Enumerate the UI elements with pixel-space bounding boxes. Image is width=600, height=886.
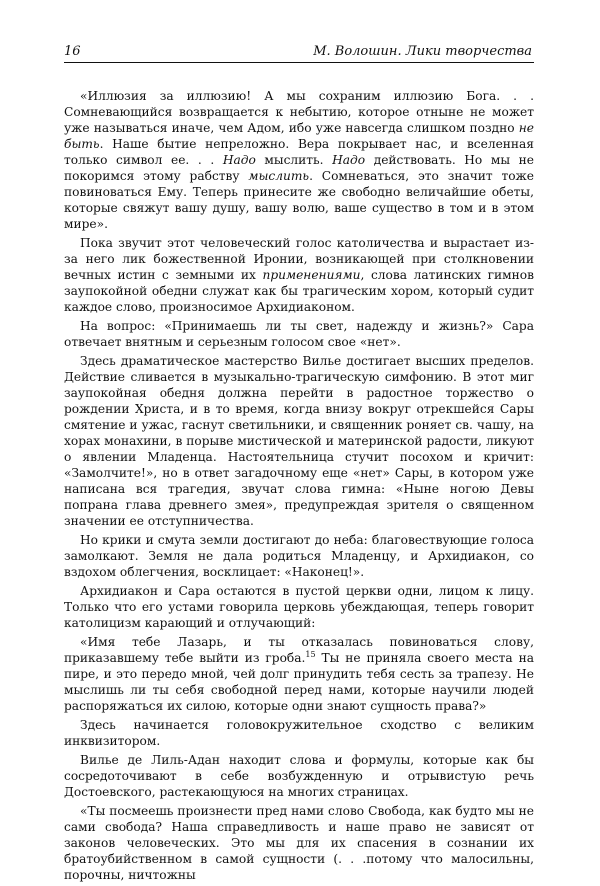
emphasis-text: Надо	[222, 153, 256, 167]
emphasis-text: не быть	[64, 121, 534, 151]
paragraph	[64, 88, 534, 232]
paragraph	[64, 803, 534, 883]
text-run: мыслить.	[255, 153, 333, 167]
running-header	[64, 44, 534, 63]
text-run: . Наше бытие непреложно. Вера покрывает нас, и вселенная только символ ее. . .	[64, 137, 534, 167]
running-title: М. Волошин. Лики творчества	[313, 44, 532, 59]
text-run: . Сомневаться, это значит тоже повиноваться Ему. Теперь принесите же свободно величайшие обеты, которые свяжут вашу душу, вашу волю, ваше существо в том и в этом мире».	[64, 169, 534, 231]
body-text	[64, 88, 534, 883]
emphasis-text: мыслить	[248, 169, 310, 183]
text-run: Вилье де Лиль-Адан находит слова и формулы, которые как бы сосредоточивают в себе возбужденную и отрывистую речь Достоевского, растекающуюся на многих страницах.	[64, 753, 534, 799]
paragraph	[64, 353, 534, 529]
emphasis-text: Надо	[332, 153, 366, 167]
paragraph	[64, 752, 534, 800]
paragraph	[64, 634, 534, 714]
text-run: «Иллюзия за иллюзию! А мы сохраним иллюзию Бога. . . Сомневающийся возвращается к небытию, которое отныне не может уже называться иначе, чем Адом, ибо уже навсегда слишком поздно	[64, 89, 534, 135]
text-run: Пока звучит этот человеческий голос католичества и вырастает из-за него лик божественной Иронии, возникающей при столкновении вечных истин с земными их	[64, 236, 534, 282]
paragraph	[64, 583, 534, 631]
text-run: Здесь драматическое мастерство Вилье достигает высших пределов. Действие сливается в музыкально-трагическую симфонию. В этот миг заупокойная обедня должна перейти в радостное торжество о рождении Христа, и в то время, когда внизу вокруг отрекшейся Сары смятение и ужас, гаснут светильники, и священник роняет св. чашу, на хорах монахини, в порыве мистической и материнской радости, ликуют о явлении Младенца. Настоятельница стучит посохом и кричит: «Замолчите!», но в ответ загадочному еще «нет» Сары, в котором уже написана вся трагедия, звучат слова гимна: «Ныне ногою Девы попрана глава древнего змея», предупреждая зрителя о священном значении ее отступничества.	[64, 354, 534, 528]
text-run: «Ты посмеешь произнести пред нами слово Свобода, как будто мы не сами свобода? Наша справедливость и наше право не зависят от законов человеческих. Это мы для их спасения в сознании их братоубийственном в самой сущности (. . .потому что малосильны, порочны, ничтожны	[64, 804, 534, 882]
paragraph	[64, 235, 534, 315]
text-run: действовать. Но мы не покоримся этому рабству	[64, 153, 534, 183]
paragraph	[64, 532, 534, 580]
emphasis-text: применениями	[262, 268, 361, 282]
text-run: Здесь начинается головокружительное сходство с великим инквизитором.	[64, 718, 534, 748]
paragraph	[64, 717, 534, 749]
page-number: 16	[64, 44, 81, 59]
text-run: Архидиакон и Сара остаются в пустой церкви одни, лицом к лицу. Только что его устами говорила церковь убеждающая, теперь говорит католицизм карающий и отлучающий:	[64, 584, 534, 630]
text-run: Но крики и смута земли достигают до неба: благовествующие голоса замолкают. Земля не дала родиться Младенцу, и Архидиакон, со вздохом облегчения, восклицает: «Наконец!».	[64, 533, 534, 579]
text-run: , слова латинских гимнов заупокойной обедни служат как бы трагическим хором, который судит каждое слово, произносимое Архидиаконом.	[64, 268, 534, 314]
footnote-ref: 15	[305, 649, 316, 659]
text-run: На вопрос: «Принимаешь ли ты свет, надежду и жизнь?» Сара отвечает внятным и серьезным голосом свое «нет».	[64, 319, 534, 349]
paragraph	[64, 318, 534, 350]
text-run: Ты не приняла своего места на пире, и это передо мной, чей долг принудить тебя сесть за трапезу. Не мыслишь ли ты себя свободной перед нами, которые научили людей распоряжаться их силою, которые одни знают сущность права?»	[64, 651, 534, 713]
book-page	[64, 44, 534, 886]
text-run: «Имя тебе Лазарь, и ты отказалась повиноваться слову, приказавшему тебе выйти из гроба.	[64, 635, 534, 665]
